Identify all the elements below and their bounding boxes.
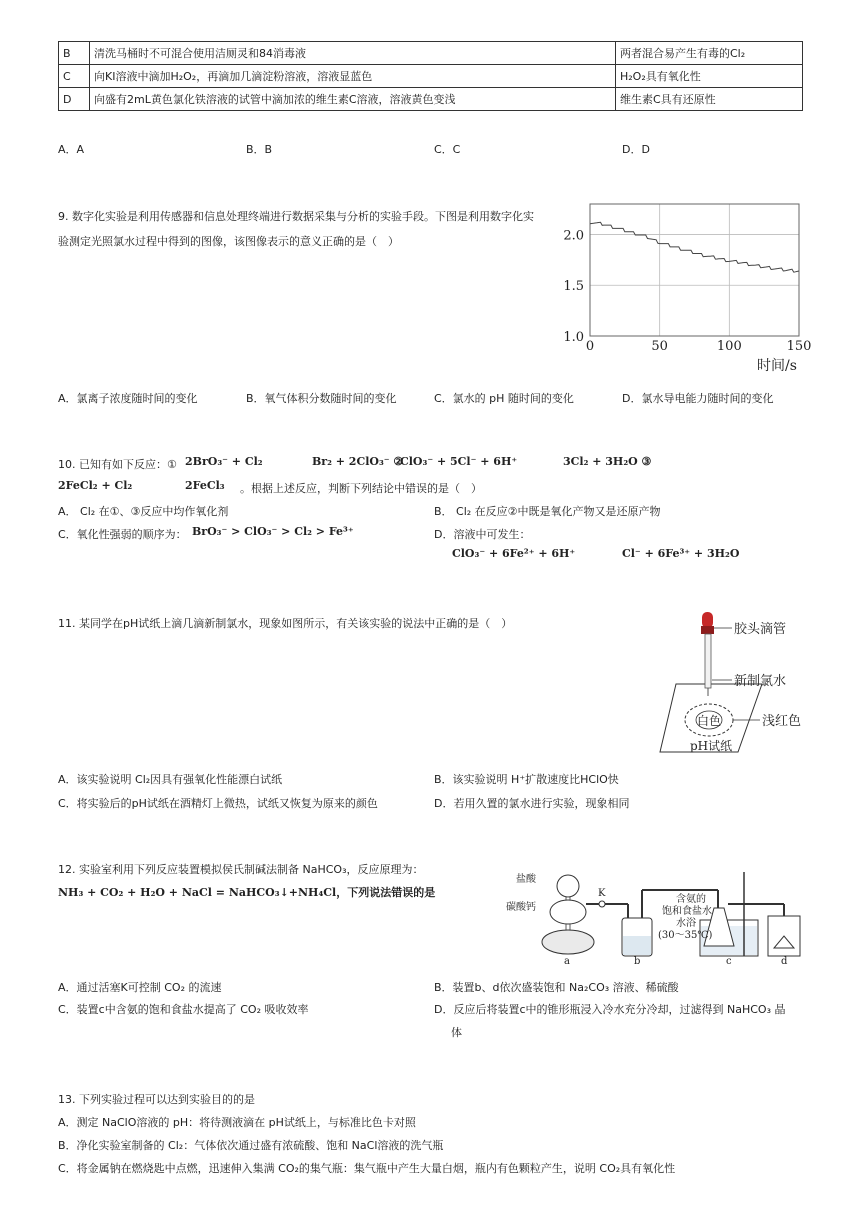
q13-option-c[interactable]: C．将金属钠在燃烧匙中点燃，迅速伸入集满 CO₂的集气瓶：集气瓶中产生大量白烟，瓶内有色颗粒产生，说明 CO₂具有氧化性 bbox=[58, 1162, 676, 1175]
label-dropper: 胶头滴管 bbox=[734, 622, 787, 637]
label-paper: pH试纸 bbox=[690, 739, 733, 753]
q10-option-a[interactable]: A． Cl₂ 在①、③反应中均作氧化剂 bbox=[58, 505, 229, 518]
q9-option-b[interactable]: B．氧气体积分数随时间的变化 bbox=[246, 392, 397, 405]
q12-option-d-line2: 体 bbox=[451, 1026, 462, 1039]
table-row bbox=[59, 88, 803, 111]
q10-eq3-left: 2FeCl₂ + Cl₂ bbox=[58, 479, 133, 492]
q8-option-a[interactable]: A．A bbox=[58, 143, 85, 156]
q9-stem-line2: 验测定光照氯水过程中得到的图像，该图像表示的意义正确的是（ ） bbox=[58, 235, 399, 248]
q12-option-d-line1[interactable]: D．反应后将装置c中的锥形瓶浸入冷水充分冷却，过滤得到 NaHCO₃ 晶 bbox=[434, 1003, 786, 1016]
q10-eq1-right: Br₂ + 2ClO₃⁻ ② bbox=[312, 455, 404, 468]
dropper-collar bbox=[701, 626, 714, 634]
label-pink: 浅红色 bbox=[762, 714, 802, 729]
chart-x-tick-label: 50 bbox=[651, 339, 668, 354]
q12-apparatus-diagram bbox=[478, 864, 808, 964]
chart-y-tick-label: 1.5 bbox=[563, 279, 584, 295]
q11-option-a[interactable]: A．该实验说明 Cl₂因具有强氧化性能漂白试纸 bbox=[58, 773, 283, 786]
chart-tick-labels bbox=[563, 228, 811, 354]
q12-option-c[interactable]: C．装置c中含氨的饱和食盐水提高了 CO₂ 吸收效率 bbox=[58, 1003, 309, 1016]
label-a: a bbox=[564, 956, 570, 964]
q10-stem-a: 10. 已知有如下反应：① bbox=[58, 458, 177, 471]
q10-eq2-right: 3Cl₂ + 3H₂O ③ bbox=[563, 455, 652, 468]
q13-option-b[interactable]: B．净化实验室制备的 Cl₂：气体依次通过盛有浓硫酸、饱和 NaCl溶液的洗气瓶 bbox=[58, 1139, 444, 1152]
label-bath1: 水浴 bbox=[676, 918, 696, 929]
row-conclusion: H₂O₂具有氧化性 bbox=[616, 65, 803, 88]
label-bath2: (30～35℃) bbox=[658, 930, 713, 941]
bottle-b-liquid bbox=[623, 936, 651, 955]
row-conclusion: 维生素C具有还原性 bbox=[616, 88, 803, 111]
q10-eq1-left: 2BrO₃⁻ + Cl₂ bbox=[185, 455, 263, 468]
q10-option-b[interactable]: B． Cl₂ 在反应②中既是氧化产物又是还原产物 bbox=[434, 505, 661, 518]
label-brine2: 饱和食盐水 bbox=[662, 906, 712, 917]
q10-option-d-left: ClO₃⁻ + 6Fe²⁺ + 6H⁺ bbox=[452, 547, 576, 560]
chart-axes bbox=[590, 204, 799, 336]
label-white: 白色 bbox=[697, 714, 722, 728]
q8-table bbox=[58, 41, 803, 111]
chart-x-tick-label: 0 bbox=[585, 339, 595, 354]
chart-frame bbox=[590, 204, 799, 336]
label-d: d bbox=[781, 956, 788, 964]
q10-eq3-right: 2FeCl₃ bbox=[185, 479, 225, 492]
label-carbonate: 碳酸钙 bbox=[506, 902, 536, 913]
q10-stem-b: 。根据上述反应，判断下列结论中错误的是（ ） bbox=[240, 482, 482, 495]
chart-series-line bbox=[590, 222, 799, 272]
row-operation: 清洗马桶时不可混合使用洁厕灵和84消毒液 bbox=[90, 42, 616, 65]
kipp-bottom bbox=[542, 930, 594, 954]
kipp-middle bbox=[550, 900, 586, 924]
q11-option-c[interactable]: C．将实验后的pH试纸在酒精灯上微热，试纸又恢复为原来的颜色 bbox=[58, 797, 378, 810]
q12-stem-line1: 12. 实验室利用下列反应装置模拟侯氏制碱法制备 NaHCO₃，反应原理为： bbox=[58, 863, 424, 876]
q9-option-d[interactable]: D．氯水导电能力随时间的变化 bbox=[622, 392, 774, 405]
label-brine1: 含氨的 bbox=[676, 894, 706, 905]
label-water: 新制氯水 bbox=[734, 674, 787, 689]
q8-option-c[interactable]: C．C bbox=[434, 143, 461, 156]
q11-option-d[interactable]: D．若用久置的氯水进行实验，现象相同 bbox=[434, 797, 630, 810]
label-k: K bbox=[598, 888, 606, 899]
table-row bbox=[59, 42, 803, 65]
q10-option-c-text[interactable]: C．氧化性强弱的顺序为： bbox=[58, 528, 187, 541]
q12-option-b[interactable]: B．装置b、d依次盛装饱和 Na₂CO₃ 溶液、稀硫酸 bbox=[434, 981, 679, 994]
q12-option-a[interactable]: A．通过活塞K可控制 CO₂ 的流速 bbox=[58, 981, 222, 994]
row-label: C bbox=[59, 65, 90, 88]
label-acid: 盐酸 bbox=[516, 874, 536, 885]
row-operation: 向KI溶液中滴加H₂O₂，再滴加几滴淀粉溶液，溶液显蓝色 bbox=[90, 65, 616, 88]
q12-stem-line2: NH₃ + CO₂ + H₂O + NaCl = NaHCO₃↓+NH₄Cl，下列说法错误的是 bbox=[58, 886, 436, 899]
chart-grid bbox=[590, 204, 799, 336]
q11-option-b[interactable]: B．该实验说明 H⁺扩散速度比HClO快 bbox=[434, 773, 619, 786]
chart-xlabel: 时间/s bbox=[757, 358, 797, 374]
table-row bbox=[59, 65, 803, 88]
q11-ph-paper-diagram bbox=[652, 608, 812, 756]
q9-stem-line1: 9. 数字化实验是利用传感器和信息处理终端进行数据采集与分析的实验手段。下图是利用数字化实 bbox=[58, 210, 534, 223]
q10-option-d[interactable]: D．溶液中可发生： bbox=[434, 528, 531, 541]
chart-y-tick-label: 1.0 bbox=[563, 330, 584, 345]
row-conclusion: 两者混合易产生有毒的Cl₂ bbox=[616, 42, 803, 65]
row-operation: 向盛有2mL黄色氯化铁溶液的试管中滴加浓的维生素C溶液，溶液黄色变浅 bbox=[90, 88, 616, 111]
q10-option-d-right: Cl⁻ + 6Fe³⁺ + 3H₂O bbox=[622, 547, 740, 560]
q9-option-a[interactable]: A．氯离子浓度随时间的变化 bbox=[58, 392, 198, 405]
row-label: B bbox=[59, 42, 90, 65]
dropper-tube bbox=[705, 634, 711, 688]
q10-eq2-left: ClO₃⁻ + 5Cl⁻ + 6H⁺ bbox=[400, 455, 518, 468]
q13-option-a[interactable]: A．测定 NaClO溶液的 pH：将待测液滴在 pH试纸上，与标准比色卡对照 bbox=[58, 1116, 416, 1129]
chart-x-tick-label: 150 bbox=[786, 339, 812, 354]
q9-option-c[interactable]: C．氯水的 pH 随时间的变化 bbox=[434, 392, 574, 405]
q10-option-c-formula: BrO₃⁻ > ClO₃⁻ > Cl₂ > Fe³⁺ bbox=[192, 525, 354, 538]
dropper-bulb bbox=[702, 612, 713, 628]
q8-option-b[interactable]: B．B bbox=[246, 143, 273, 156]
q8-option-d[interactable]: D．D bbox=[622, 143, 650, 156]
valve-k bbox=[599, 901, 605, 907]
label-b: b bbox=[634, 956, 641, 964]
funnel-bulb bbox=[557, 875, 579, 897]
q13-stem: 13. 下列实验过程可以达到实验目的的是 bbox=[58, 1093, 255, 1106]
q9-chart bbox=[552, 196, 812, 374]
q11-stem: 11. 某同学在pH试纸上滴几滴新制氯水，现象如图所示，有关该实验的说法中正确的是（ ） bbox=[58, 617, 513, 630]
row-label: D bbox=[59, 88, 90, 111]
chart-x-tick-label: 100 bbox=[716, 339, 742, 354]
chart-y-tick-label: 2.0 bbox=[563, 228, 584, 244]
label-c: c bbox=[726, 956, 732, 964]
